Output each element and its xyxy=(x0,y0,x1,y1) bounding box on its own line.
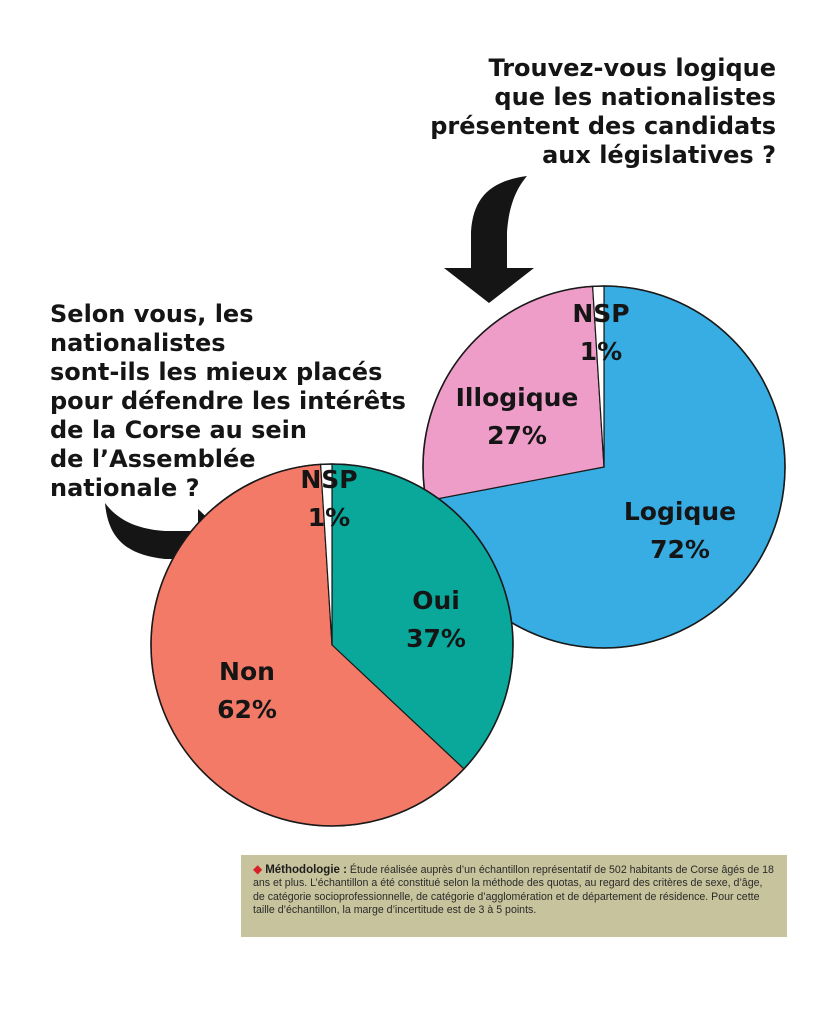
methodology-title: Méthodologie : xyxy=(265,864,347,876)
methodology-text: Étude réalisée auprès d’un échantillon représentatif de 502 habitants de Corse âgés de 18 ans et plus. L’échantillon a été constitué selon la méthode des quotas, au regard des critères de sexe, d’âge, de catégorie socioprofessionnelle, de catégorie d’agglomération et de département de résidence. Pour cette taille d’échantillon, la marge d’incertitude est de 3 à 5 points. xyxy=(253,864,774,917)
methodology-box xyxy=(241,855,787,937)
slice-value-oui: 37% xyxy=(406,624,466,653)
slice-label-nsp: NSP xyxy=(572,299,630,328)
arrow-down-icon xyxy=(444,176,534,303)
diamond-icon: ◆ xyxy=(253,862,263,876)
question-assemblee: Selon vous, les nationalistes sont-ils les mieux placés pour défendre les intérêts de la Corse au sein de l’Assemblée nationale ? xyxy=(50,300,406,502)
slice-value-nsp: 1% xyxy=(579,337,623,366)
slice-label-illogique: Illogique xyxy=(455,383,579,412)
slice-value-nsp: 1% xyxy=(307,503,351,532)
slice-value-non: 62% xyxy=(217,695,277,724)
slice-label-nsp: NSP xyxy=(300,465,358,494)
slice-value-logique: 72% xyxy=(650,535,710,564)
slice-label-oui: Oui xyxy=(412,586,460,615)
pie-chart-assemblee xyxy=(151,464,513,826)
question-legislatives: Trouvez-vous logique que les nationalistes présentent des candidats aux législatives ? xyxy=(430,54,776,169)
slice-label-logique: Logique xyxy=(623,497,737,526)
slice-label-non: Non xyxy=(219,657,275,686)
slice-value-illogique: 27% xyxy=(487,421,547,450)
